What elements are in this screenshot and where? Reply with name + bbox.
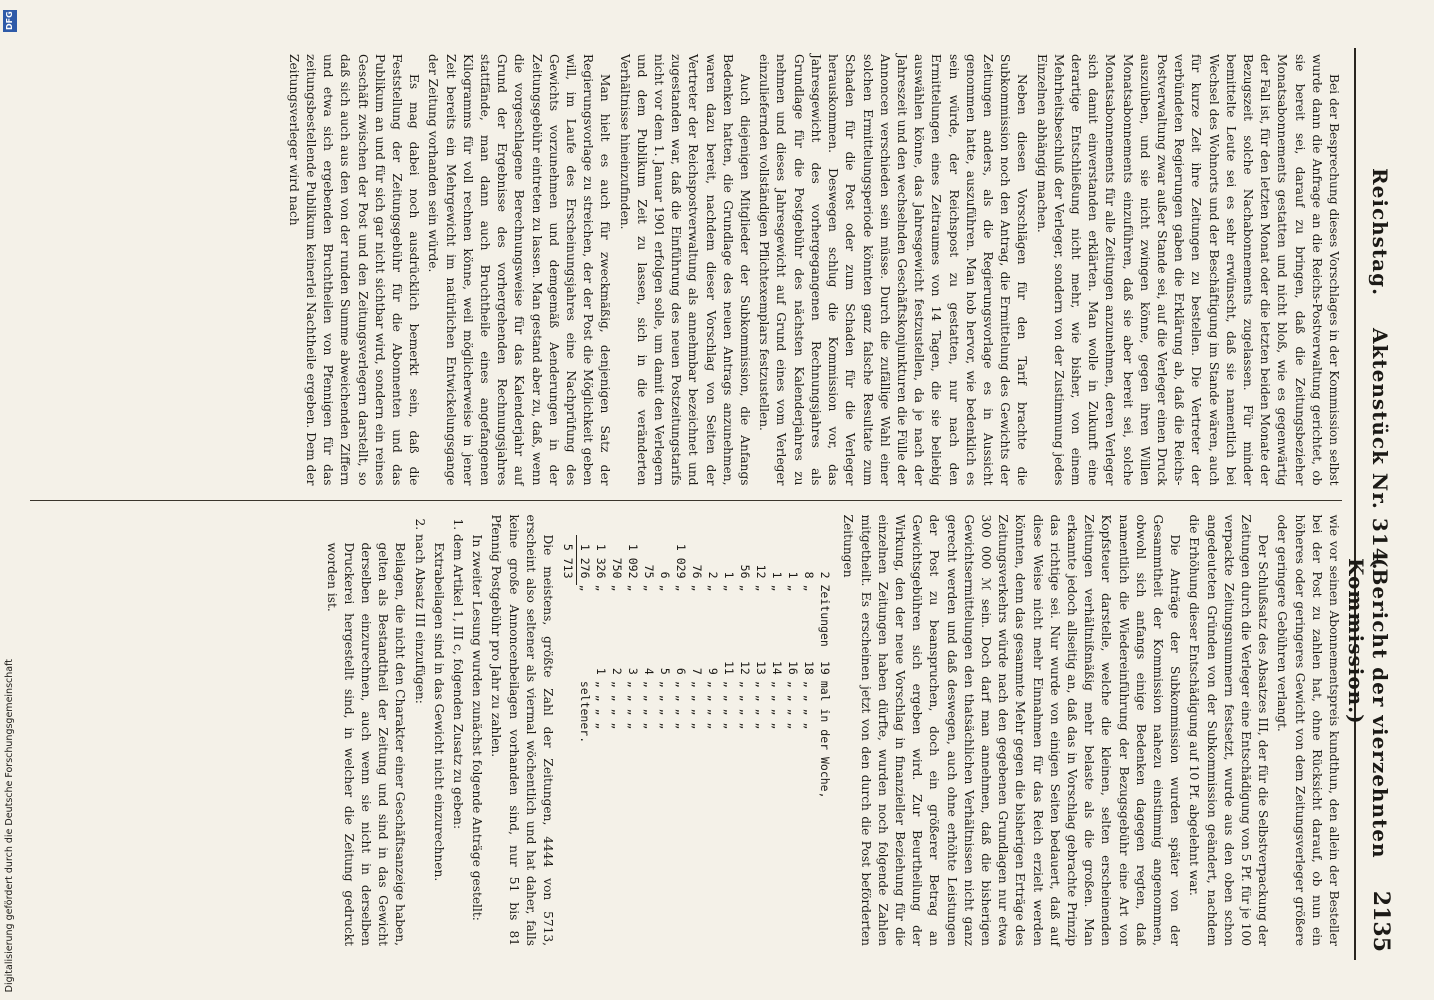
table-row	[721, 535, 737, 805]
paragraph: wie vor seinen Abonnementspreis kundthun, den allein der Besteller bei der Post zu zahlen hat, ohne Rücksicht darauf, ob nun ein höheres oder geringeres Gewicht von dem Zeitungsverleger größere oder geringere Gebühren verlangt.	[1275, 514, 1341, 946]
cell-freq: 18	[802, 660, 817, 675]
cell-count: 1 092	[626, 543, 641, 579]
cell-freq: 12	[738, 660, 753, 675]
cell-count: 1	[722, 571, 737, 579]
cell-word: „	[770, 584, 785, 592]
cell-suffix: „ „ „ „	[626, 680, 641, 730]
list-item-label: 2. nach Absatz III einzufügen:	[412, 518, 427, 704]
cell-count: 12	[754, 564, 769, 579]
column-left	[30, 40, 1342, 500]
table-row	[609, 535, 625, 805]
digitization-credit: Digitalisierung gefördert durch die Deutsche Forschungsgemeinschaft	[4, 658, 15, 992]
cell-word: „	[690, 584, 705, 592]
text-columns	[30, 40, 1342, 960]
table-row	[673, 535, 689, 805]
cell-word: „	[594, 584, 609, 592]
paragraph: Neben diesen Vorschlägen für den Tarif brachte die Subkommission noch den Antrag, die Ermittelung des Gewichts der Zeitungen anders, als die Regierungsvorlage es in Aussicht genommen hatte, auszuführen. Man hob hervor, wie bedenklich es sein würde, der Reichspost zu gestatten, nur nach den Ermittelungen eines Zeitraumes von 14 Tagen, die sie beliebig auswählen könne, das Jahresgewicht festzustellen, da je nach der Jahreszeit und den wechselnden Geschäftskonjunkturen die Fülle der Annoncen verschieden sein müsse. Durch die zufällige Wahl einer solchen Ermittelungsperiode könnten ganz falsche Resultate zum Schaden für die Post oder zum Schaden für die Verleger herauskommen. Deswegen schlug die Kommission vor, das Jahresgewicht des vorhergegangenen Rechnungsjahres als Grundlage für die Postgebühr des nächsten Kalenderjahres zu nehmen und dieses Jahresgewicht auf Grund eines vom Verleger einzuliefernden vollständigen Pflichtexemplars festzustellen.	[757, 54, 1030, 486]
cell-freq: 5	[658, 667, 673, 675]
cell-freq: 4	[642, 667, 657, 675]
table-row	[689, 535, 705, 805]
table-row	[705, 535, 721, 805]
cell-word: „	[802, 584, 817, 592]
cell-count: 75	[642, 564, 657, 579]
cell-word: Zeitungen	[818, 584, 833, 647]
paragraph: Die Anträge der Subkommission wurden später von der Gesammtheit der Kommission nahezu einstimmig angenommen, obwohl sich anfangs einige Bedenken dagegen regten, daß namentlich die Wiedereinführung der Bezugsgebühr eine Art von Kopfsteuer darstelle, welche die kleinen, selten erscheinenden Zeitungen verhältnißmäßig mehr belaste als die großen. Man erkannte jedoch allseitig an, daß das in Vorschlag gebrachte Prinzip das richtige sei. Nur wurde von einigen Seiten bedauert, daß auf diese Weise nicht mehr Einnahmen für das Reich erzielt werden könnten, denn das gesammte Mehr gegen die bisherigen Erträge des Zeitungsverkehrs würde nach den gegebenen Grundlagen nur etwa 300 000 ℳ sein. Doch darf man annehmen, daß die bisherigen Gewichtsermittelungen den thatsächlichen Verhältnissen nicht ganz gerecht werden und daß deswegen, auch ohne erhöhte Leistungen der Post zu beanspruchen, doch ein größerer Betrag an Gewichtsgebühren sich ergeben wird. Zur Beurtheilung der Wirkung, den der neue Vorschlag in finanzieller Beziehung für die einzelnen Zeitungen haben dürfte, wurden noch folgende Zahlen mitgetheilt. Es erscheinen jetzt von den durch die Post beförderten Zeitungen	[841, 514, 1183, 946]
cell-count: 1 276	[578, 543, 593, 579]
cell-total: 5 713	[560, 535, 577, 585]
list-item-text: Beilagen, die nicht den Charakter einer Geschäftsanzeige haben, gelten als Bestandtheil der Zeitung und sind in das Gewicht derselben einzurechnen, auch wenn sie nicht in derselben Druckerei hergestellt sind, in welcher die Zeitung gedruckt worden ist.	[324, 542, 408, 946]
cell-suffix: „ „ „ „	[770, 680, 785, 730]
cell-count: 6	[658, 571, 673, 579]
cell-word: „	[754, 584, 769, 592]
cell-word: „	[642, 584, 657, 592]
table-row	[577, 535, 594, 805]
cell-freq: 13	[754, 660, 769, 675]
paragraph: Der Schlußsatz des Absatzes III, der für die Selbstverpackung der Zeitungen durch die Verleger eine Entschädigung von 5 Pf. für je 100 verpackte Zeitungsnummern festsetzt, wurde aus den oben schon angedeuteten Gründen von der Subkommission geändert, nachdem die Erhöhung dieser Entschädigung auf 10 Pf. abgelehnt war.	[1187, 514, 1271, 946]
table-row	[657, 535, 673, 805]
cell-suffix: „ „ „ „	[594, 680, 609, 730]
cell-suffix: „ „ „ „	[658, 680, 673, 730]
column-right	[30, 501, 1342, 961]
page-header	[1344, 48, 1400, 960]
table-row	[593, 535, 609, 805]
cell-suffix: „ „ „ „	[642, 680, 657, 730]
cell-count: 76	[690, 564, 705, 579]
header-left: Reichstag.	[1368, 168, 1392, 297]
cell-freq: 14	[770, 660, 785, 675]
dfg-logo: DFG	[3, 10, 17, 32]
cell-count: 8	[802, 571, 817, 579]
cell-freq: 19	[818, 660, 833, 675]
cell-count: 56	[738, 564, 753, 579]
paragraph: Bei der Besprechung dieses Vorschlages in der Kommission selbst wurde dann die Anfrage an die Reichs-Postverwaltung gerichtet, ob sie bereit sei, darauf zu bringen, daß die Zeitungsbezieher Monatsabonnements gestatten und nicht bloß, wie es gegenwärtig der Fall ist, für den letzten Monat oder die letzten beiden Monate der Bezugszeit solche Nachabonnements zugelassen. Für minder bemittelte Leute sei es sehr erwünscht, daß sie namentlich bei Wechsel des Wohnorts und der Beschäftigung im Stande wären, auch für kurze Zeit ihre Zeitungen zu bestellen. Die Vertreter der verbündeten Regierungen gaben die Erklärung ab, daß die Reichs-Postverwaltung zwar außer Stande sei, auf die Verleger einen Druck auszuüben, und sie nicht zwingen könne, gegen ihren Willen Monatsabonnements einzuführen, daß sie aber bereit sei, solche Monatsabonnements für alle Zeitungen anzunehmen, deren Verleger sich damit einverstanden erklärten. Man wolle in Zukunft eine derartige Entschließung nicht mehr, wie bisher, von einem Mehrheitsbeschluß der Verleger, sondern von der Zustimmung jedes Einzelnen abhängig machen.	[1034, 54, 1341, 486]
cell-freq: 16	[786, 660, 801, 675]
cell-freq: 7	[690, 667, 705, 675]
cell-count: 1	[786, 571, 801, 579]
cell-suffix: „ „ „ „	[738, 680, 753, 730]
header-right: (Bericht der vierzehnten Kommission.)	[1344, 558, 1392, 859]
cell-freq: 1	[594, 667, 609, 675]
cell-suffix: „ „ „ „	[706, 680, 721, 730]
table-row	[801, 535, 817, 805]
cell-word: „	[577, 584, 592, 592]
table-row	[769, 535, 785, 805]
cell-freq	[577, 653, 594, 681]
cell-word: „	[626, 584, 641, 592]
page-number: 2135	[1368, 890, 1394, 952]
list-item-label: 1. dem Artikel 1, III c, folgenden Zusatz zu geben:	[451, 518, 466, 830]
cell-count: 750	[610, 557, 625, 579]
cell-count: 2	[706, 571, 721, 579]
cell-suffix: „ „ „ „	[610, 680, 625, 730]
cell-count: 1 326	[594, 543, 609, 579]
cell-suffix: mal in der Woche,	[818, 680, 833, 799]
cell-freq: 3	[626, 667, 641, 675]
paragraph: Es mag dabei noch ausdrücklich bemerkt sein, daß die Feststellung der Zeitungsgebühr für die Abonnenten und das Publikum an und für sich gar nicht sichtbar wird, sondern ein reines Geschäft zwischen der Post und den Zeitungsverlegern darstellt, so daß sich auch aus den von der runden Summe abweichenden Ziffern und etwa sich ergebenden Bruchtheilen von Pfennigen für das zeitungsbestellende Publikum keinerlei Nachtheile ergeben. Dem der Zeitungsverleger wird nach	[286, 54, 422, 486]
cell-suffix: „ „ „ „	[802, 680, 817, 730]
paragraph: Die meistens, größte Zahl der Zeitungen, 4444 von 5713, erscheint also seltener als viermal wöchentlich und hat daher, falls keine große Annoncenbeilagen vorhanden sind, nur 51 bis 81 Pfennig Postgebühr pro Jahr zu zahlen.	[489, 514, 556, 946]
cell-count: 1	[770, 571, 785, 579]
cell-suffix: „ „ „ „	[690, 680, 705, 730]
cell-word: „	[786, 584, 801, 592]
cell-word: „	[706, 584, 721, 592]
table-row	[785, 535, 801, 805]
cell-word: „	[722, 584, 737, 592]
table-row	[753, 535, 769, 805]
paragraph: Auch diejenigen Mitglieder der Subkommission, die Anfangs Bedenken hatten, die Grundlage des neuen Antrags anzunehmen, waren dazu bereit, nachdem dieser Vorschlag von Seiten der Vertreter der Reichspostverwaltung als annehmbar bezeichnet und zugestanden war, daß die Einführung des neuen Postzeitungstarifs nicht vor dem 1. Januar 1901 erfolgen solle, um damit den Verlegern und dem Publikum Zeit zu lassen, sich in die veränderten Verhältnisse hineinzufinden.	[617, 54, 753, 486]
cell-suffix: „ „ „ „	[754, 680, 769, 730]
cell-suffix: „ „ „ „	[674, 680, 689, 730]
cell-freq: 2	[610, 667, 625, 675]
frequency-table	[560, 535, 833, 805]
cell-freq: 9	[706, 667, 721, 675]
header-center: Aktenstück Nr. 314.	[1368, 328, 1392, 571]
cell-word: „	[658, 584, 673, 592]
cell-suffix: „ „ „ „	[786, 680, 801, 730]
cell-word: „	[674, 584, 689, 592]
cell-freq: 11	[722, 660, 737, 675]
cell-count: 1 029	[674, 543, 689, 579]
table-row	[817, 535, 833, 805]
cell-suffix: seltener.	[577, 680, 592, 744]
paragraph: Man hielt es auch für zweckmäßig, denjenigen Satz der Regierungsvorlage zu streichen, der der Post die Möglichkeit geben will, im Laufe des Erscheinungsjahres eine Nachprüfung des Gewichts vorzunehmen und demgemäß Aenderungen in der Zeitungsgebühr eintreten zu lassen. Man gestand aber zu, daß, wenn die vorgeschlagene Berechnungsweise für das Kalenderjahr auf Grund der Ergebnisse des vorhergehenden Rechnungsjahres stattfände, man dann auch Bruchtheile eines angefangenen Kilogramms für voll rechnen könne, weil möglicherweise in jener Zeit bereits ein Mehrgewicht im natürlichen Entwickelungsgange der Zeitung vorhanden sein würde.	[426, 54, 613, 486]
cell-freq: 6	[674, 667, 689, 675]
table-row	[737, 535, 753, 805]
paragraph: In zweiter Lesung wurden zunächst folgende Anträge gestellt:	[470, 534, 485, 921]
cell-word: „	[738, 584, 753, 592]
cell-suffix: „ „ „ „	[722, 680, 737, 730]
table-row	[641, 535, 657, 805]
table-total-row	[560, 535, 577, 805]
list-item-text: Extrabeilagen sind in das Gewicht nicht einzurechnen.	[431, 542, 446, 882]
cell-word: „	[610, 584, 625, 592]
cell-count: 2	[818, 571, 833, 579]
table-row	[625, 535, 641, 805]
